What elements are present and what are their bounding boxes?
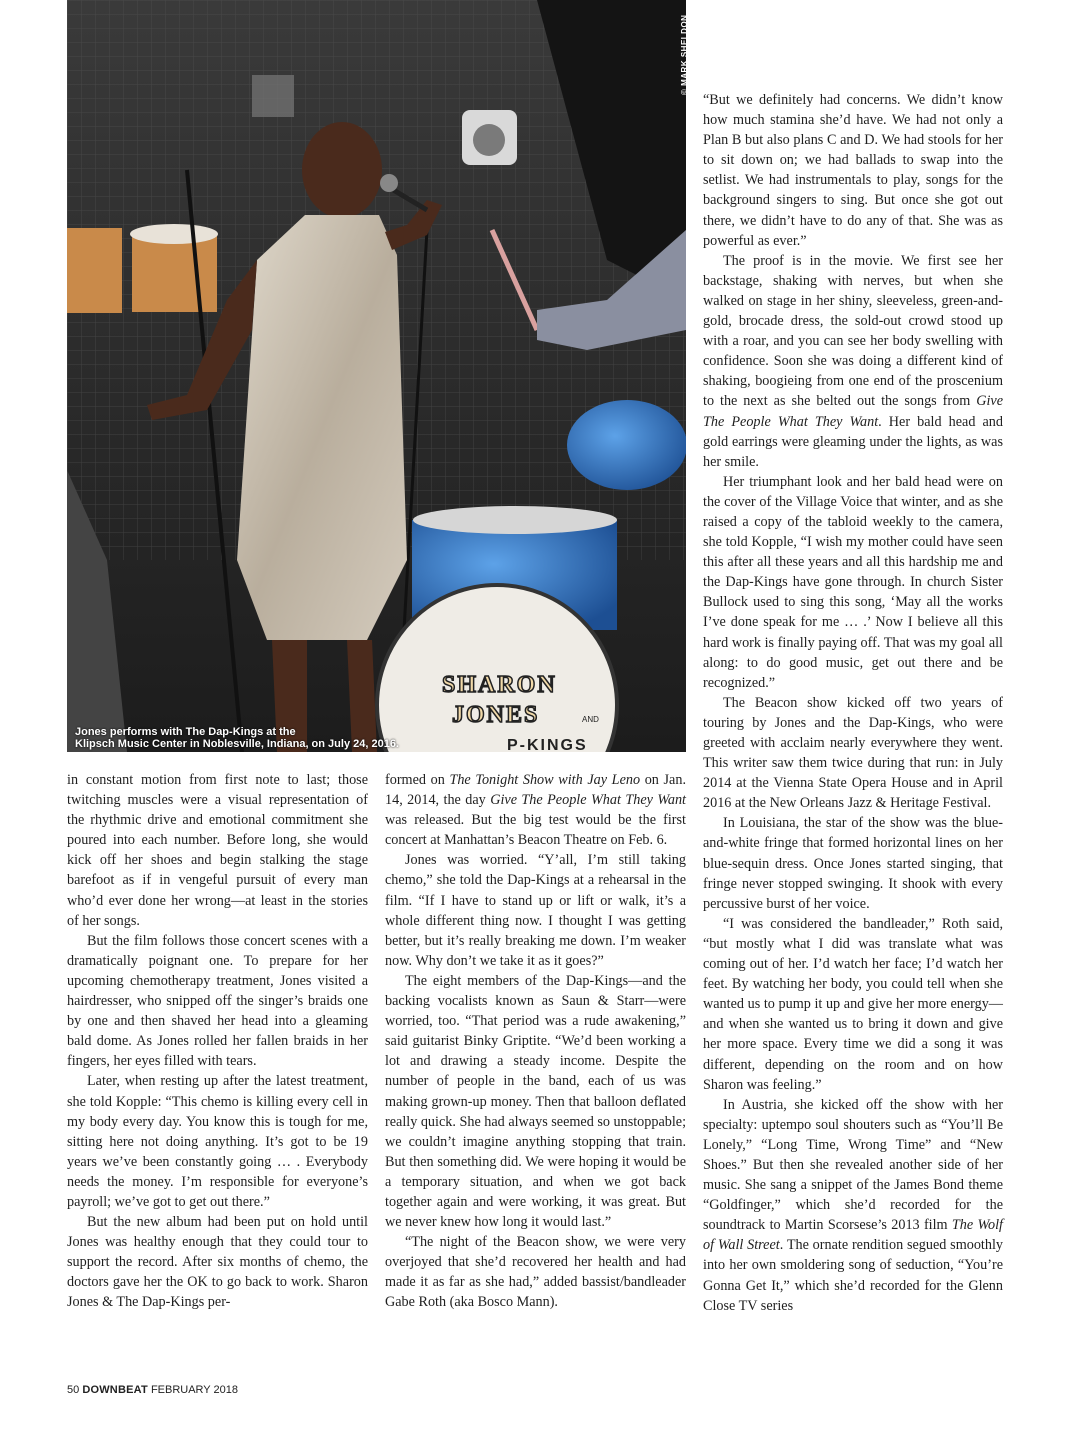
paragraph: [385, 850, 686, 971]
text-run: In Louisiana, the star of the show was the blue-and-white fringe that formed horizontal lines on her blue-sequin dress. Once Jones started singing, that fringe never stopped swinging. It shook with every percussive burst of her voice.: [703, 815, 1003, 912]
paragraph: in constant motion from first note to last; those twitching muscles were a visual representation of the rhythmic drive and emotional commitment she poured into each number. Before long, she would kick off her shoes and begin stalking the stage barefoot as if in vengeful pursuit of every man who’d ever done her wrong—at least in the stories of her songs.: [67, 772, 368, 929]
text-run: Jones was worried. “Y’all, I’m still taking chemo,” she told the Dap-Kings at a rehearsal in the film. “If I have to stand up or lift or walk, it’s a whole different thing now. I thought I was getting better, but it’s really breaking me down. I’m weaker now. Why don’t we take it as it goes?”: [385, 852, 686, 969]
italic-title: Give The People What They Want: [703, 393, 1003, 430]
paragraph: [385, 770, 686, 850]
photo-credit: [670, 10, 689, 100]
page-footer: [67, 1384, 238, 1396]
text-run: “But we definitely had concerns. We didn’t know how much stamina she’d have. We had not only a Plan B but also plans C and D. We had stools for her to sit down on; we had ballads to swap into the setlist. We had instrumentals to play, songs for the background singers to sing. But once she got out there, we didn’t have to do any of that. She was as powerful as ever.”: [703, 92, 1003, 249]
paragraph: [703, 251, 1003, 472]
text-run: . The ornate rendition segued smoothly into her own smoldering song of seduction, “You’re Gonna Get It,” which she’d recorded for the Glenn Close TV series: [703, 1237, 1003, 1314]
paragraph: [703, 1095, 1003, 1316]
text-run: The eight members of the Dap-Kings—and the backing vocalists known as Saun & Starr—were worried, too. “That period was a rude awakening,” said guitarist Binky Griptite. “We’d been working a lot and drawing a steady income. Despite the number of people in the band, each of us was making grown-up money. Then that balloon deflated really quick. She had always seemed so unstoppable; we couldn’t imagine anything stopping that train. But then something did. We were hoping it would be a temporary situation, and when we got back together again and were working, it was great. But we never knew how long it would last.”: [385, 972, 687, 1231]
drum-head-line-1: SHARON: [442, 672, 557, 698]
paragraph: [703, 693, 1003, 814]
text-run: In Austria, she kicked off the show with her specialty: uptempo soul shouters such as “You’ll Be Lonely,” “Long Time, Wrong Time” and “New Shoes.” But then she revealed another side of her music. She sang a snippet of the James Bond theme “Goldfinger,” which she’d recorded for the soundtrack to Martin Scorsese’s 2013 film: [703, 1096, 1003, 1234]
paragraph: [703, 90, 1003, 251]
photo-caption-line-2: Klipsch Music Center in Noblesville, Indiana, on July 24, 2016.: [75, 738, 399, 750]
drum-head-line-2: JONES: [452, 702, 540, 728]
paragraph: [703, 472, 1003, 693]
photo-credit-text: © MARK SHELDON: [680, 14, 689, 95]
issue-date: FEBRUARY 2018: [150, 1384, 238, 1396]
concert-photo-illustration: [67, 0, 686, 752]
text-run: was released. But the big test would be the first concert at Manhattan’s Beacon Theatre on Feb. 6.: [385, 812, 686, 849]
text-run: The proof is in the movie. We first see her backstage, shaking with nerves, but when she walked on stage in her shiny, sleeveless, green-and-gold, brocade dress, the sold-out crowd stood up with a roar, and you can see her body swelling with confidence. Soon she was doing a different kind of shaking, boogieing from one end of the proscenium to the next as she belted out the songs from: [703, 252, 1003, 410]
paragraph: [703, 914, 1003, 1095]
text-run: . Her bald head and gold earrings were gleaming under the lights, as was her smile.: [703, 413, 1003, 470]
text-run: Her triumphant look and her bald head were on the cover of the Village Voice that winter, and as she raised a copy of the tabloid weekly to the camera, she told Kopple, “I wish my mother could have seen this after all these years and all this hardship me and the Dap-Kings have gone through. In church Sister Bullock used to sing this song, ‘May all the works I’ve done speak for me … .’ Now I believe all this hard work is finally paying off. That was my goal all along: to do good music, get out there and be recognized.”: [703, 473, 1003, 691]
concert-photo: [67, 0, 686, 752]
publication-name: DOWNBEAT: [82, 1384, 148, 1396]
italic-title: The Tonight Show with Jay Leno: [449, 772, 641, 788]
paragraph: Later, when resting up after the latest treatment, she told Kopple: “This chemo is killing every cell in my body every day. You know this is tough for me, sitting here not doing anything. It’s got to be 19 years we’ve been constantly going … . Everybody needs the money. I’m responsible for everyone’s payroll; we’ve got to get out there.”: [67, 1073, 368, 1210]
italic-title: The Wolf of Wall Street: [703, 1217, 1003, 1254]
paragraph: [385, 1232, 686, 1312]
italic-title: Give The People What They Want: [490, 792, 686, 809]
text-run: formed on: [385, 772, 450, 788]
text-run: “The night of the Beacon show, we were very overjoyed that she’d recovered her health and had made it as far as she had,” added bassist/bandleader Gabe Roth (aka Bosco Mann).: [385, 1234, 686, 1311]
article-column-3: [703, 90, 1003, 1316]
paragraph: [703, 813, 1003, 913]
text-run: “I was considered the bandleader,” Roth said, “but mostly what I did was translate what was coming out of her. I’d watch her face; I’d watch her feet. By watching her body, you could tell when she wanted us to pump it up and give her more energy—and when she wanted us to bring it down and give her more space. Every time we did a song it was different, depending on the room and on how Sharon was feeling.”: [703, 915, 1003, 1093]
paragraph: But the film follows those concert scenes with a dramatically poignant one. To prepare for her upcoming chemotherapy treatment, Jones visited a hairdresser, who snipped off the singer’s braids one by one and then shaved her head into a gleaming bald dome. As Jones rolled her fallen braids in her fingers, her eyes filled with tears.: [67, 932, 368, 1070]
text-run: The Beacon show kicked off two years of touring by Jones and the Dap-Kings, who were greeted with acclaim nearly everywhere they went. This writer saw them twice during that run: in July 2014 at the Vienna State Opera House and in April 2016 at the New Orleans Jazz & Heritage Festival.: [703, 694, 1003, 812]
article-column-1: [67, 770, 368, 1313]
drum-head-line-3: P-KINGS: [507, 737, 588, 752]
text-run: on Jan. 14, 2014, the day: [385, 772, 686, 809]
photo-caption-line-1: Jones performs with The Dap-Kings at the: [75, 726, 296, 738]
paragraph: [385, 971, 686, 1232]
paragraph: But the new album had been put on hold until Jones was healthy enough that they could tour to support the record. After six months of chemo, the doctors gave her the OK to go back to work. Sharon Jones & The Dap-Kings per-: [67, 1214, 368, 1311]
page-number: 50: [67, 1384, 80, 1396]
article-column-2: [385, 770, 686, 1313]
photo-caption: [75, 726, 495, 750]
drum-head-and: AND: [582, 715, 599, 724]
